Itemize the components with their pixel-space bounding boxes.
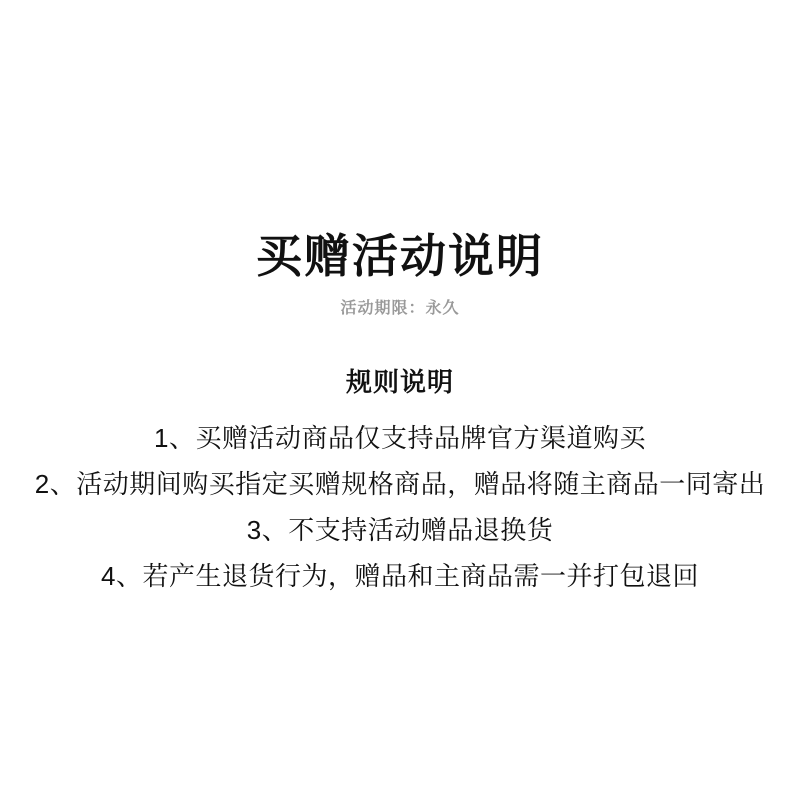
- rules-heading: 规则说明: [345, 366, 454, 397]
- activity-period-label: 活动期限：永久: [340, 299, 460, 317]
- rules-section: [0, 362, 800, 599]
- rule-item-2: 2、活动期间购买指定买赠规格商品，赠品将随主商品一同寄出: [34, 468, 766, 499]
- rule-item-4: 4、若产生退货行为，赠品和主商品需一并打包退回: [101, 560, 699, 591]
- rule-item-1: 1、买赠活动商品仅支持品牌官方渠道购买: [154, 422, 646, 453]
- page-title: 买赠活动说明: [256, 230, 544, 282]
- rule-item-3: 3、不支持活动赠品退换货: [246, 514, 554, 545]
